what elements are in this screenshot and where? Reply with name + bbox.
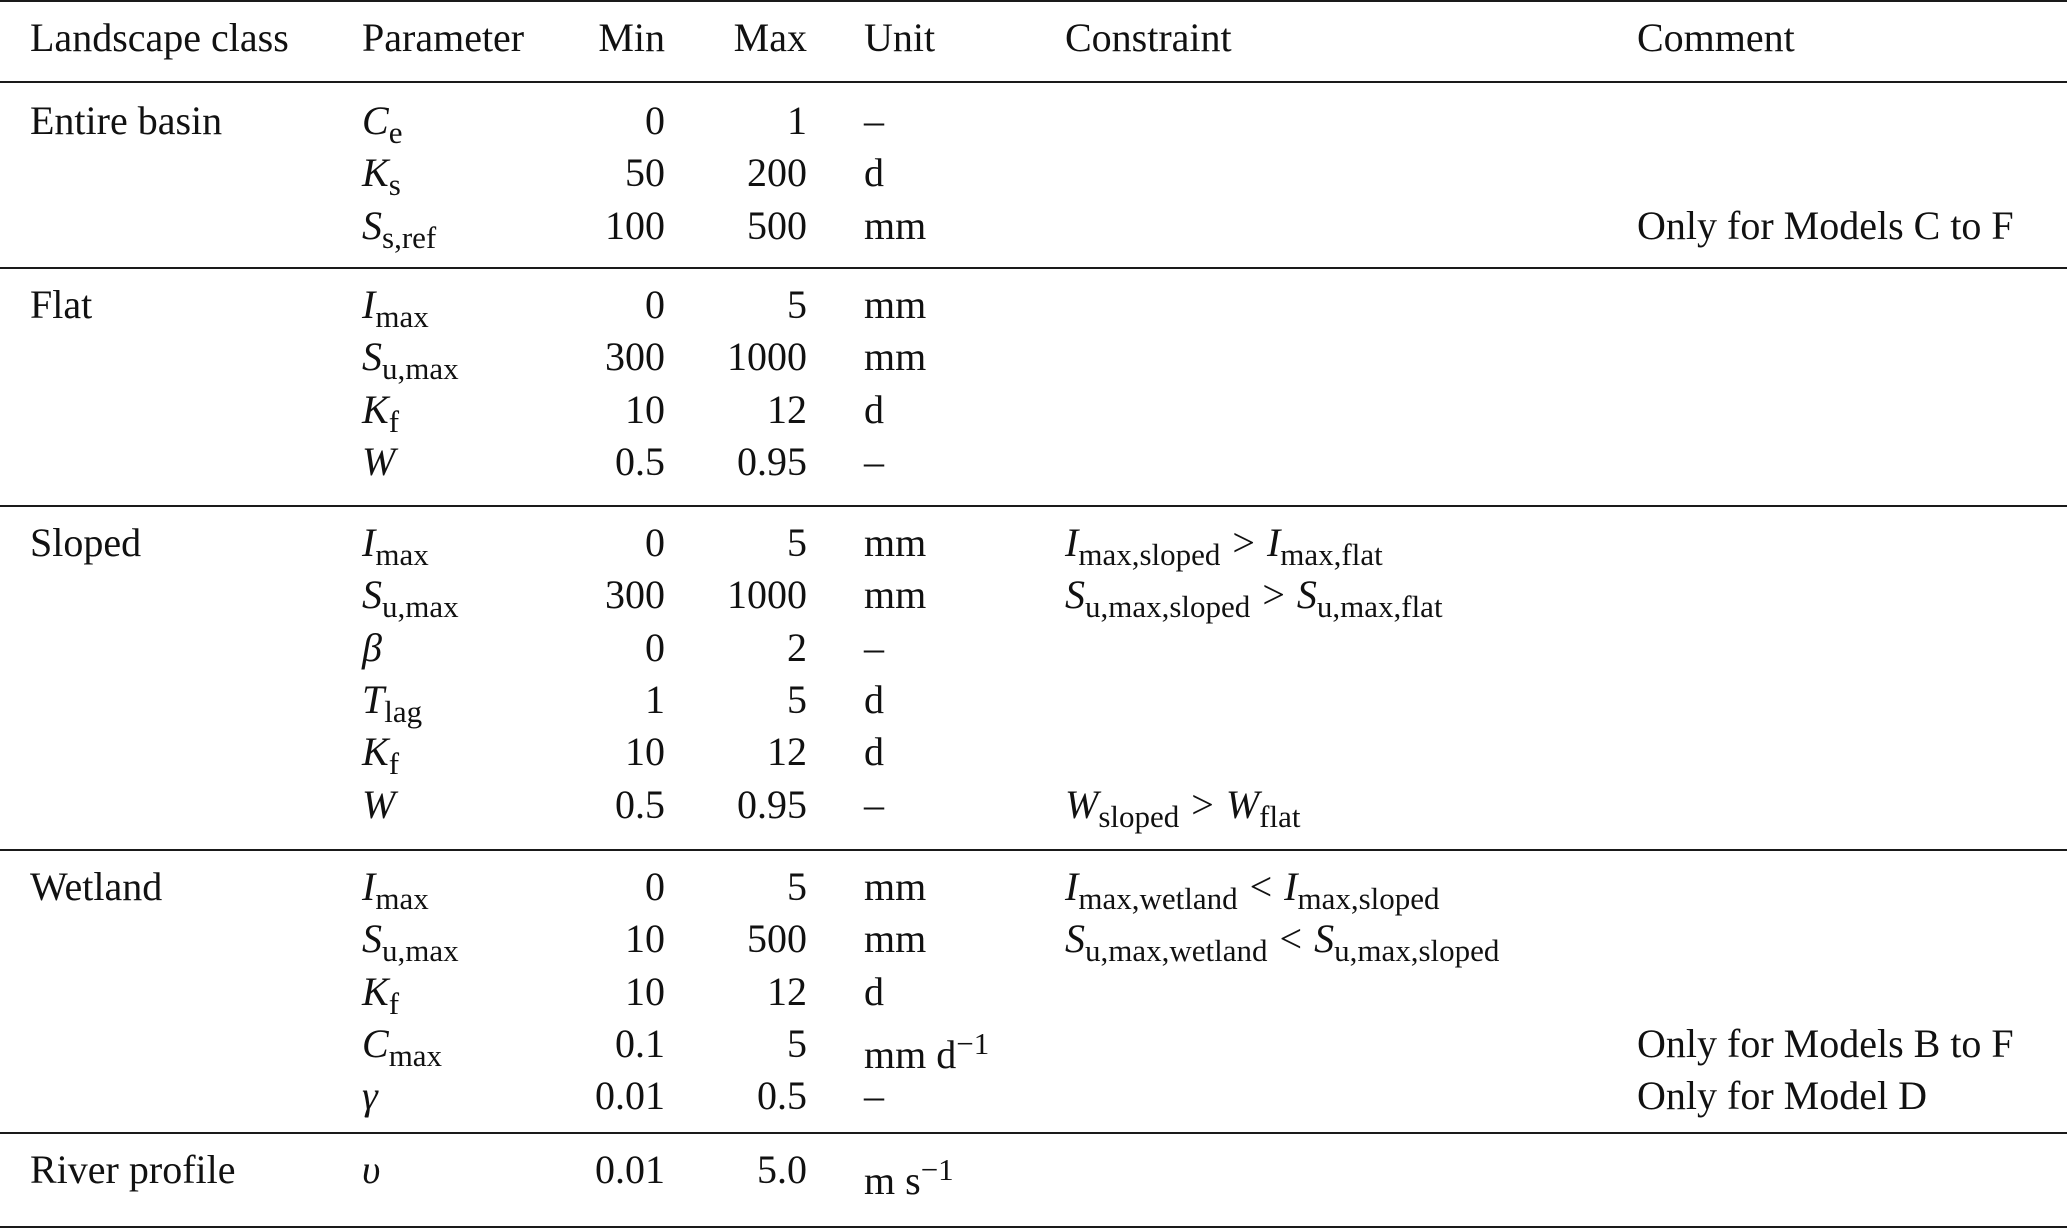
unit-cell (864, 779, 884, 831)
parameter-cell (362, 726, 400, 782)
unit-cell (864, 279, 926, 331)
parameter-symbol: υ (362, 1147, 381, 1192)
constraint-rhs-symbol: I (1266, 520, 1281, 565)
parameter-symbol: W (362, 781, 396, 827)
parameter-cell (362, 913, 459, 969)
constraint-rhs-symbol: S (1296, 572, 1317, 618)
parameter-subscript: u,max (382, 351, 459, 387)
parameter-subscript: f (388, 746, 400, 782)
constraint-rhs-symbol: W (1225, 781, 1260, 827)
min-cell: 300 (605, 334, 665, 380)
parameter-cell (362, 622, 382, 674)
parameter-symbol: K (362, 729, 389, 775)
unit-cell (864, 331, 926, 383)
unit-superscript: −1 (956, 1025, 990, 1061)
unit-text: – (864, 438, 884, 484)
unit-cell (864, 1144, 954, 1203)
constraint-operator: > (1191, 781, 1214, 827)
max-cell: 12 (767, 386, 807, 432)
landscape-class-label: Wetland (30, 864, 163, 909)
constraint-lhs-subscript: sloped (1098, 798, 1180, 834)
landscape-class-label: Flat (30, 282, 93, 327)
min-cell: 0 (645, 864, 665, 909)
unit-text: d (864, 729, 884, 775)
min-cell: 0 (645, 282, 665, 327)
min-cell: 300 (605, 572, 665, 618)
parameter-symbol: K (362, 968, 389, 1014)
unit-cell (864, 1070, 884, 1122)
unit-text: – (864, 98, 884, 143)
parameter-subscript: f (388, 985, 400, 1021)
parameter-symbol: I (362, 282, 376, 327)
min-cell: 0.5 (615, 438, 665, 484)
constraint-lhs-subscript: u,max,sloped (1085, 589, 1251, 625)
constraint-rhs-subscript: flat (1259, 798, 1301, 834)
parameter-symbol: γ (362, 1073, 378, 1119)
min-cell: 0.5 (615, 781, 665, 827)
max-cell: 200 (747, 150, 807, 196)
parameter-cell (362, 331, 459, 387)
landscape-class-label: Sloped (30, 520, 142, 565)
constraint-operator: < (1249, 864, 1273, 909)
comment-cell: Only for Models B to F (1637, 1020, 2014, 1066)
parameter-symbol: C (362, 98, 389, 143)
constraint-lhs-subscript: max,sloped (1078, 537, 1221, 572)
unit-cell (864, 726, 884, 778)
unit-text: mm (864, 572, 927, 618)
min-cell: 100 (605, 202, 665, 248)
constraint-cell (1065, 913, 1500, 969)
parameter-subscript: max (375, 299, 429, 334)
max-cell: 0.95 (737, 781, 807, 827)
max-cell: 5 (787, 864, 807, 909)
min-cell: 0 (645, 98, 665, 143)
unit-cell (864, 966, 884, 1018)
min-cell: 10 (625, 729, 665, 775)
parameter-cell (362, 569, 459, 625)
parameter-cell (362, 861, 429, 916)
parameter-subscript: u,max (382, 589, 459, 625)
max-cell: 1000 (727, 334, 807, 380)
constraint-lhs-symbol: W (1065, 781, 1099, 827)
max-cell: 5 (787, 1020, 807, 1066)
unit-text: mm (864, 520, 927, 565)
parameter-subscript: max (375, 881, 429, 916)
parameter-symbol: W (362, 438, 396, 484)
unit-text: m s (864, 1158, 921, 1203)
header-rule (0, 81, 2067, 83)
parameter-cell (362, 517, 429, 572)
constraint-lhs-symbol: I (1065, 520, 1079, 565)
unit-cell (864, 436, 884, 488)
comment-cell: Only for Model D (1637, 1073, 1927, 1119)
parameter-symbol: S (362, 572, 382, 618)
constraint-rhs-symbol: S (1314, 916, 1335, 962)
min-cell: 0.01 (595, 1073, 665, 1119)
header-landscape-class: Landscape class (30, 15, 289, 60)
constraint-cell (1065, 517, 1383, 572)
group-separator-rule (0, 505, 2067, 507)
unit-cell (864, 1018, 990, 1077)
min-cell: 10 (625, 916, 665, 962)
header-max: Max (733, 15, 807, 60)
unit-cell (864, 517, 926, 569)
parameter-symbol: S (362, 916, 382, 962)
constraint-lhs-symbol: S (1065, 916, 1085, 962)
min-cell: 10 (625, 968, 665, 1014)
header-min: Min (598, 15, 665, 60)
constraint-lhs-subscript: u,max,wetland (1085, 933, 1268, 969)
parameter-cell (362, 1070, 378, 1122)
header-unit: Unit (864, 15, 936, 60)
unit-text: – (864, 624, 884, 670)
parameter-cell (362, 966, 400, 1021)
min-cell: 50 (625, 150, 665, 196)
unit-text: – (864, 1073, 884, 1119)
parameter-cell (362, 674, 423, 729)
max-cell: 500 (747, 202, 807, 248)
parameter-subscript: lag (384, 693, 423, 729)
unit-cell (864, 200, 926, 252)
parameter-cell (362, 279, 429, 334)
max-cell: 0.5 (757, 1073, 807, 1119)
landscape-class-label: River profile (30, 1147, 236, 1192)
unit-cell (864, 674, 884, 726)
constraint-cell (1065, 569, 1443, 625)
unit-cell (864, 913, 926, 965)
unit-cell (864, 861, 926, 913)
constraint-cell (1065, 861, 1440, 916)
unit-text: mm (864, 916, 927, 962)
constraint-cell (1065, 779, 1301, 834)
min-cell: 0 (645, 520, 665, 565)
group-separator-rule (0, 1132, 2067, 1134)
constraint-rhs-subscript: max,flat (1280, 537, 1383, 572)
header-parameter: Parameter (362, 15, 525, 60)
top-rule (0, 0, 2067, 2)
min-cell: 10 (625, 386, 665, 432)
unit-text: mm (864, 282, 927, 327)
constraint-lhs-subscript: max,wetland (1078, 881, 1238, 916)
parameter-symbol: C (362, 1020, 389, 1066)
constraint-rhs-subscript: max,sloped (1297, 881, 1440, 916)
constraint-operator: < (1279, 916, 1303, 962)
constraint-rhs-subscript: u,max,flat (1316, 589, 1443, 625)
unit-superscript: −1 (920, 1152, 954, 1187)
max-cell: 5.0 (757, 1147, 807, 1192)
parameter-cell (362, 384, 400, 439)
parameter-subscript: f (388, 403, 400, 439)
unit-text: d (864, 150, 884, 196)
parameter-symbol: S (362, 334, 382, 380)
parameter-subscript: u,max (382, 933, 459, 969)
max-cell: 1 (787, 98, 807, 143)
parameter-symbol: K (362, 386, 389, 432)
unit-cell (864, 147, 884, 199)
unit-text: mm (864, 334, 927, 380)
parameter-symbol: I (362, 864, 376, 909)
landscape-class-label: Entire basin (30, 98, 223, 143)
parameter-subscript: s (388, 167, 401, 203)
constraint-rhs-subscript: u,max,sloped (1334, 933, 1500, 969)
max-cell: 12 (767, 729, 807, 775)
unit-text: d (864, 676, 884, 722)
parameter-cell (362, 779, 395, 831)
unit-text: – (864, 781, 884, 827)
parameter-subscript: s,ref (382, 219, 437, 255)
constraint-lhs-symbol: S (1065, 572, 1085, 618)
constraint-lhs-symbol: I (1065, 864, 1079, 909)
constraint-rhs-symbol: I (1284, 864, 1298, 909)
max-cell: 500 (747, 916, 807, 962)
max-cell: 1000 (727, 572, 807, 618)
parameter-symbol: K (362, 150, 389, 196)
unit-cell (864, 95, 884, 147)
unit-cell (864, 569, 926, 621)
parameter-cell (362, 436, 395, 488)
group-separator-rule (0, 267, 2067, 269)
constraint-operator: > (1232, 520, 1255, 565)
parameter-symbol: β (362, 624, 382, 670)
group-separator-rule (0, 849, 2067, 851)
parameter-cell (362, 95, 403, 150)
parameter-cell (362, 147, 401, 203)
max-cell: 0.95 (737, 438, 807, 484)
unit-cell (864, 622, 884, 674)
unit-text: d (864, 968, 884, 1014)
max-cell: 5 (787, 676, 807, 722)
parameter-cell (362, 1144, 380, 1196)
max-cell: 2 (787, 624, 807, 670)
min-cell: 0.1 (615, 1020, 665, 1066)
parameter-subscript: max (388, 1037, 443, 1073)
parameter-symbol: I (362, 520, 376, 565)
comment-cell: Only for Models C to F (1637, 202, 2014, 248)
unit-cell (864, 384, 884, 436)
parameter-symbol: T (362, 676, 385, 722)
parameter-cell (362, 200, 437, 255)
max-cell: 5 (787, 282, 807, 327)
constraint-operator: > (1262, 572, 1285, 618)
header-comment: Comment (1637, 15, 1795, 60)
parameter-subscript: max (375, 537, 429, 572)
parameter-subscript: e (388, 115, 403, 150)
min-cell: 0 (645, 624, 665, 670)
unit-text: mm (864, 202, 927, 248)
unit-text: d (864, 386, 884, 432)
min-cell: 0.01 (595, 1147, 665, 1192)
max-cell: 5 (787, 520, 807, 565)
min-cell: 1 (645, 676, 665, 722)
parameter-cell (362, 1018, 443, 1073)
unit-text: mm d (864, 1031, 957, 1077)
parameter-symbol: S (362, 202, 382, 248)
max-cell: 12 (767, 968, 807, 1014)
unit-text: mm (864, 864, 927, 909)
header-constraint: Constraint (1065, 15, 1232, 60)
